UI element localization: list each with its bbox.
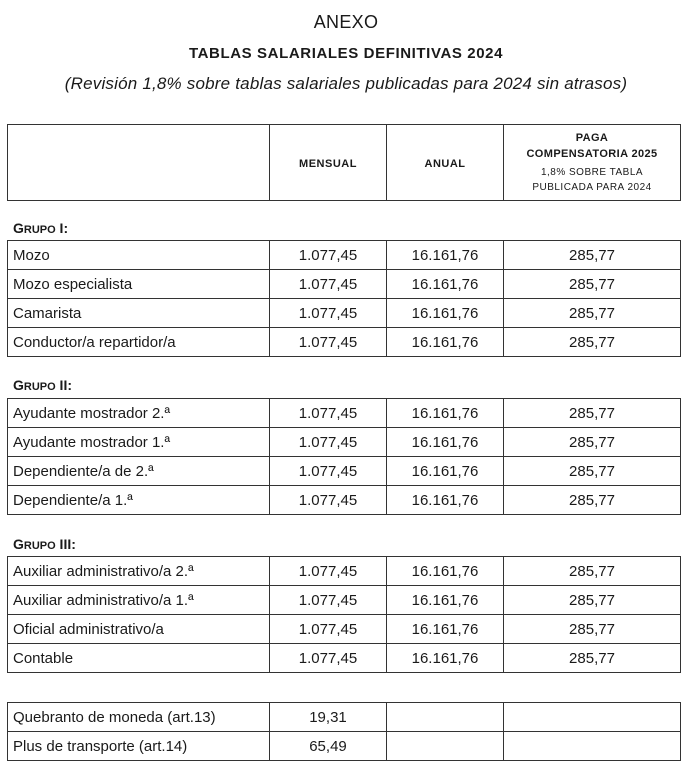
row-mensual: 1.077,45 [270, 299, 387, 328]
row-mensual: 1.077,45 [270, 557, 387, 586]
row-anual: 16.161,76 [387, 615, 504, 644]
header-paga [504, 125, 681, 201]
row-paga: 285,77 [504, 615, 681, 644]
row-anual: 16.161,76 [387, 399, 504, 428]
header-paga-sub1: 1,8% SOBRE TABLA [540, 167, 644, 178]
group-title-1-rest: RUPO [23, 224, 56, 236]
row-paga: 285,77 [504, 586, 681, 615]
document-note: (Revisión 1,8% sobre tablas salariales publicadas para 2024 sin atrasos) [64, 74, 628, 93]
row-paga: 285,77 [504, 399, 681, 428]
extras-table [7, 702, 681, 761]
table-row [8, 486, 681, 515]
row-label: Mozo especialista [8, 270, 270, 299]
row-anual: 16.161,76 [387, 328, 504, 357]
table-row [8, 732, 681, 761]
table-row [8, 457, 681, 486]
table-row [8, 644, 681, 673]
row-anual: 16.161,76 [387, 557, 504, 586]
row-anual: 16.161,76 [387, 299, 504, 328]
row-anual: 16.161,76 [387, 486, 504, 515]
row-anual: 16.161,76 [387, 457, 504, 486]
group-title-2-rest: RUPO [23, 381, 56, 393]
table-row [8, 703, 681, 732]
row-anual: 16.161,76 [387, 270, 504, 299]
table-row [8, 328, 681, 357]
header-paga-line1: PAGA [575, 132, 609, 144]
row-paga: 285,77 [504, 299, 681, 328]
extra-mensual: 65,49 [270, 732, 387, 761]
row-mensual: 1.077,45 [270, 457, 387, 486]
document-title: ANEXO [313, 12, 379, 32]
extra-label: Plus de transporte (art.14) [8, 732, 270, 761]
header-empty-cell [8, 125, 270, 201]
extra-label: Quebranto de moneda (art.13) [8, 703, 270, 732]
extra-empty-cell [504, 732, 681, 761]
group-title-2-num: II: [55, 377, 73, 393]
header-paga-sub2: PUBLICADA PARA 2024 [532, 182, 652, 193]
salary-table-header [7, 124, 681, 201]
table-row [8, 557, 681, 586]
group-title-1 [13, 220, 68, 236]
row-label: Auxiliar administrativo/a 1.ª [8, 586, 270, 615]
extra-empty-cell [387, 703, 504, 732]
row-paga: 285,77 [504, 644, 681, 673]
group-2-table [7, 398, 681, 515]
row-label: Ayudante mostrador 1.ª [8, 428, 270, 457]
row-mensual: 1.077,45 [270, 644, 387, 673]
row-mensual: 1.077,45 [270, 615, 387, 644]
header-mensual [270, 125, 387, 201]
row-mensual: 1.077,45 [270, 328, 387, 357]
table-row [8, 428, 681, 457]
extra-mensual: 19,31 [270, 703, 387, 732]
row-label: Dependiente/a de 2.ª [8, 457, 270, 486]
row-mensual: 1.077,45 [270, 586, 387, 615]
group-title-1-num: I: [55, 220, 69, 236]
group-3-table [7, 556, 681, 673]
row-label: Contable [8, 644, 270, 673]
group-title-3 [13, 536, 76, 552]
extra-empty-cell [504, 703, 681, 732]
row-mensual: 1.077,45 [270, 486, 387, 515]
row-paga: 285,77 [504, 457, 681, 486]
group-title-3-cap: G [13, 536, 24, 552]
extra-empty-cell [387, 732, 504, 761]
group-title-3-rest: RUPO [23, 540, 56, 552]
group-title-2 [13, 377, 72, 393]
row-label: Dependiente/a 1.ª [8, 486, 270, 515]
row-anual: 16.161,76 [387, 428, 504, 457]
row-paga: 285,77 [504, 486, 681, 515]
row-label: Conductor/a repartidor/a [8, 328, 270, 357]
row-mensual: 1.077,45 [270, 270, 387, 299]
header-paga-line2: COMPENSATORIA 2025 [526, 148, 658, 160]
row-paga: 285,77 [504, 241, 681, 270]
group-title-2-cap: G [13, 377, 24, 393]
row-anual: 16.161,76 [387, 586, 504, 615]
table-row [8, 270, 681, 299]
row-anual: 16.161,76 [387, 644, 504, 673]
row-label: Auxiliar administrativo/a 2.ª [8, 557, 270, 586]
row-mensual: 1.077,45 [270, 241, 387, 270]
table-row [8, 299, 681, 328]
row-label: Camarista [8, 299, 270, 328]
row-anual: 16.161,76 [387, 241, 504, 270]
table-row [8, 399, 681, 428]
header-mensual-label: MENSUAL [299, 158, 357, 170]
row-paga: 285,77 [504, 270, 681, 299]
document-subtitle: TABLAS SALARIALES DEFINITIVAS 2024 [188, 45, 504, 62]
row-label: Ayudante mostrador 2.ª [8, 399, 270, 428]
row-mensual: 1.077,45 [270, 428, 387, 457]
row-mensual: 1.077,45 [270, 399, 387, 428]
header-anual-label: ANUAL [424, 158, 466, 170]
row-label: Oficial administrativo/a [8, 615, 270, 644]
table-row [8, 615, 681, 644]
row-label: Mozo [8, 241, 270, 270]
row-paga: 285,77 [504, 428, 681, 457]
group-title-1-cap: G [13, 220, 24, 236]
group-title-3-num: III: [55, 536, 76, 552]
table-row [8, 586, 681, 615]
group-1-table [7, 240, 681, 357]
table-row [8, 241, 681, 270]
header-anual [387, 125, 504, 201]
row-paga: 285,77 [504, 557, 681, 586]
row-paga: 285,77 [504, 328, 681, 357]
